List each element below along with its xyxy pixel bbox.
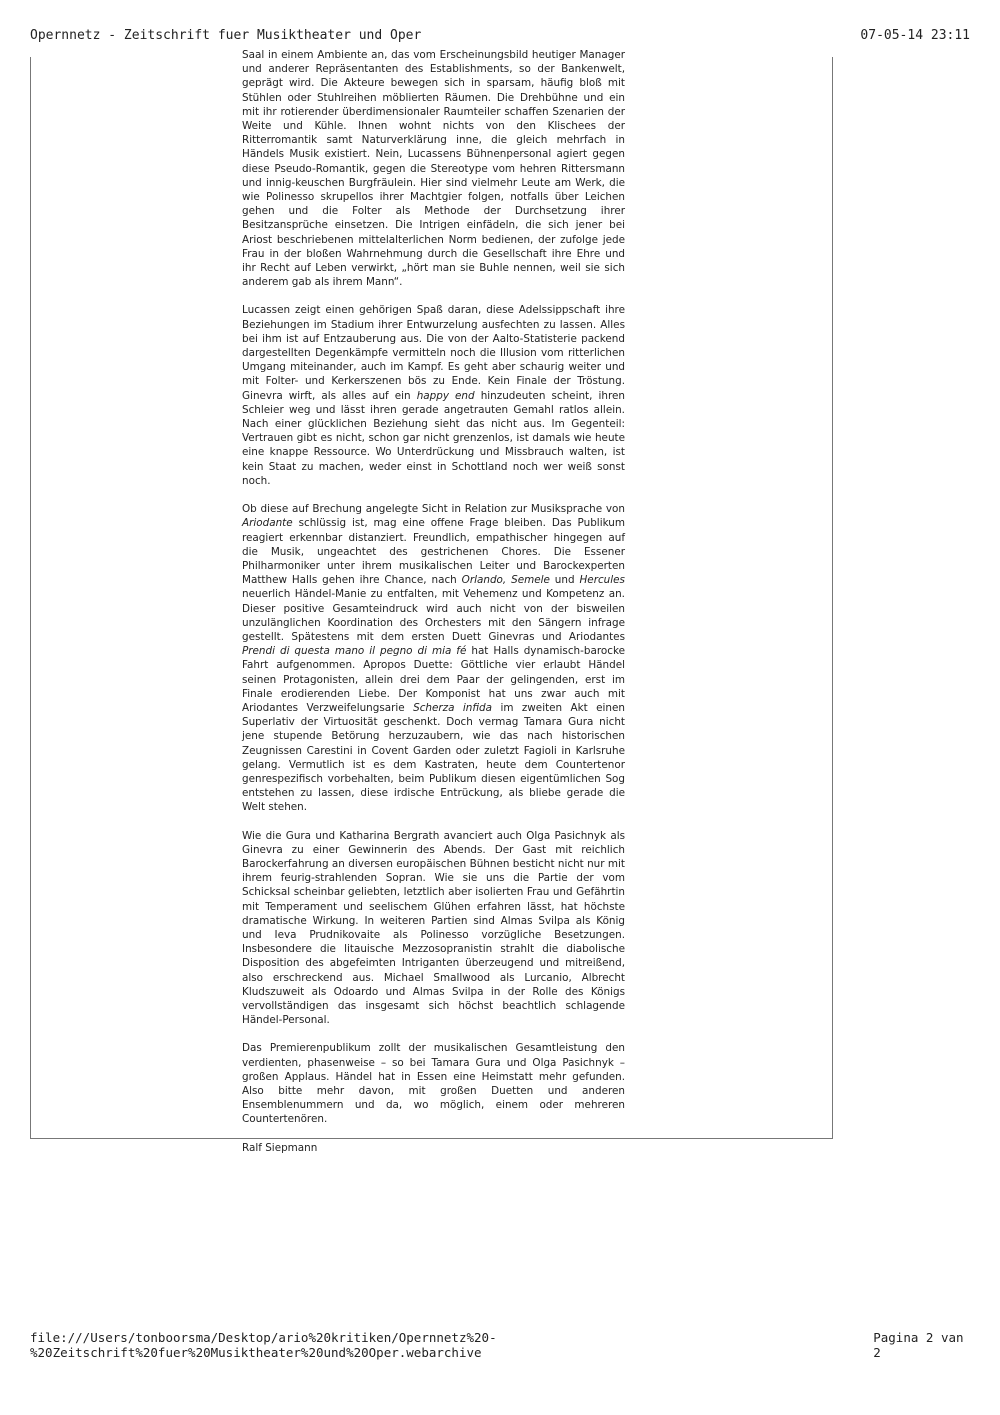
italic-title: Prendi di questa mano il pegno di mia fé xyxy=(242,645,467,658)
article-paragraph: Saal in einem Ambiente an, das vom Erscheinungsbild heutiger Manager und anderer Repräsentanten des Establishments, so der Bankenwelt, geprägt wird. Die Akteure bewegen sich in sparsam, häufig bloß mit Stühlen oder Stuhlreihen möblierten Räumen. Die Drehbühne und ein mit ihr rotierender überdimensionaler Raumteiler schaffen Szenarien der Weite und Kühle. Ihnen wohnt nichts von den Klischees der Ritterromantik samt Naturverklärung inne, die gleich mehrfach in Händels Musik existiert. Nein, Lucassens Bühnenpersonal agiert gegen diese Pseudo-Romantik, gegen die Stereotype vom hehren Rittersmann und innig-keuschen Burgfräulein. Hier sind vielmehr Leute am Werk, die wie Polinesso skrupellos ihrer Machtgier folgen, notfalls über Leichen gehen und die Folter als Methode der Durchsetzung ihrer Besitzansprüche einsetzen. Die Intrigen einfädeln, die sich jener bei Ariost beschriebenen mittelalterlichen Norm bedienen, der zufolge jede Frau in der bloßen Wahrnehmung durch die Gesellschaft ihre Ehre und ihr Recht auf Leben verwirkt, „hört man sie Buhle nennen, weil sie sich anderem gab als ihrem Mann“. xyxy=(242,49,625,289)
page-number: Pagina 2 van 2 xyxy=(873,1330,964,1360)
article-paragraph: Wie die Gura und Katharina Bergrath avanciert auch Olga Pasichnyk als Ginevra zu einer Gewinnerin des Abends. Der Gast mit reichlich Barockerfahrung an diversen europäischen Bühnen besticht nicht nur mit ihrem feurig-strahlenden Sopran. Wie sie uns die Partie der vom Schicksal scheinbar geliebten, letztlich aber isolierten Frau und Gefährtin mit Temperament und seelischem Glühen erfahren lässt, hat höchste dramatische Wirkung. In weiteren Partien sind Almas Svilpa als König und Ieva Prudnikovaite als Polinesso vorzügliche Besetzungen. Insbesondere die litauische Mezzosopranistin strahlt die diabolische Disposition des abgefeimten Intriganten überzeugend und mitreißend, also erschreckend aus. Michael Smallwood als Lurcanio, Albrecht Kludszuweit als Odoardo und Almas Svilpa in der Rolle des Königs vervollständigen das insgesamt sich höchst beachtlich schlagende Händel-Personal. xyxy=(242,829,625,1027)
author-signature: Ralf Siepmann xyxy=(242,1141,318,1154)
print-header xyxy=(30,28,970,43)
italic-title: Hercules xyxy=(579,574,625,587)
print-footer xyxy=(30,1330,970,1360)
italic-title: Orlando, Semele xyxy=(461,574,550,587)
article-paragraph: Lucassen zeigt einen gehörigen Spaß daran, diese Adelssippschaft ihre Beziehungen im Stadium ihrer Entwurzelung ausfechten zu lassen. Alles bei ihm ist auf Entzauberung aus. Die von der Aalto-Statisterie packend dargestellten Degenkämpfe vermitteln noch die Illusion vom ritterlichen Umgang miteinander, auch im Kampf. Es geht aber schaurig weiter und mit Folter- und Kerkerszenen bös zu Ende. Kein Finale der Tröstung. Ginevra wirft, als alles auf ein happy end hinzudeuten scheint, ihren Schleier weg und lässt ihren gerade angetrauten Gemahl ratlos allein. Nach einer glücklichen Beziehung sieht das nicht aus. Im Gegenteil: Vertrauen gibt es nicht, schon gar nicht grenzenlos, ist damals wie heute eine knappe Ressource. Wo Unterdrückung und Missbrauch walten, ist kein Staat zu machen, weder einst in Schottland noch wer weiß sonst noch. xyxy=(242,304,625,487)
source-url: file:///Users/tonboorsma/Desktop/ario%20kritiken/Opernnetz%20-%20Zeitschrift%20fuer%20Musiktheater%20und%20Oper.webarchive xyxy=(30,1330,497,1360)
article-paragraph: Das Premierenpublikum zollt der musikalischen Gesamtleistung den verdienten, phasenweise – so bei Tamara Gura und Olga Pasichnyk – großen Applaus. Händel hat in Essen eine Heimstatt mehr gefunden. Also bitte mehr davon, mit großen Duetten und anderen Ensemblenummern und da, wo möglich, einem oder mehreren Countertenören. xyxy=(242,1042,625,1126)
italic-term: happy end xyxy=(416,389,475,402)
article-paragraph: Ob diese auf Brechung angelegte Sicht in Relation zur Musiksprache von Ariodante schlüssig ist, mag eine offene Frage bleiben. Das Publikum reagiert erkennbar distanziert. Freundlich, empathischer hingegen auf die Musik, ungeachtet des gestrichenen Chores. Die Essener Philharmoniker unter ihrem musikalischen Leiter und Barockexperten Matthew Halls gehen ihre Chance, nach Orlando, Semele und Hercules neuerlich Händel-Manie zu entfalten, mit Vehemenz und Kompetenz an. Dieser positive Gesamteindruck wird auch nicht von der bisweilen unzulänglichen Koordination des Orchesters mit den Sängern infrage gestellt. Spätestens mit dem ersten Duett Ginevras und Ariodantes Prendi di questa mano il pegno di mia fé hat Halls dynamisch-barocke Fahrt aufgenommen. Apropos Duette: Göttliche vier erlaubt Händel seinen Protagonisten, allein drei dem Paar der gelingenden, erst im Finale erodierenden Liebe. Der Komponist hat uns zwar auch mit Ariodantes Verzweifelungsarie Scherza infida im zweiten Akt einen Superlativ der Virtuosität geschenkt. Doch vermag Tamara Gura nicht jene stupende Betörung herzuzaubern, wie das nach historischen Zeugnissen Carestini in Covent Garden oder zuletzt Fagioli in Karlsruhe gelang. Vermutlich ist es dem Kastraten, heute dem Countertenor genrespezifisch vorbehalten, beim Publikum diesen eigentümlichen Sog entstehen zu lassen, diese irdische Entrückung, als bliebe gerade die Welt stehen. xyxy=(242,503,625,814)
article-body xyxy=(242,49,625,1154)
italic-title: Ariodante xyxy=(242,517,293,530)
cut-off-line: Saal in einem Ambiente an, das vom Erscheinungsbild heutiger Manager und xyxy=(242,49,625,76)
page-title: Opernnetz - Zeitschrift fuer Musiktheater und Oper xyxy=(30,28,422,43)
italic-title: Scherza infida xyxy=(413,701,493,714)
print-datetime: 07-05-14 23:11 xyxy=(860,28,970,43)
